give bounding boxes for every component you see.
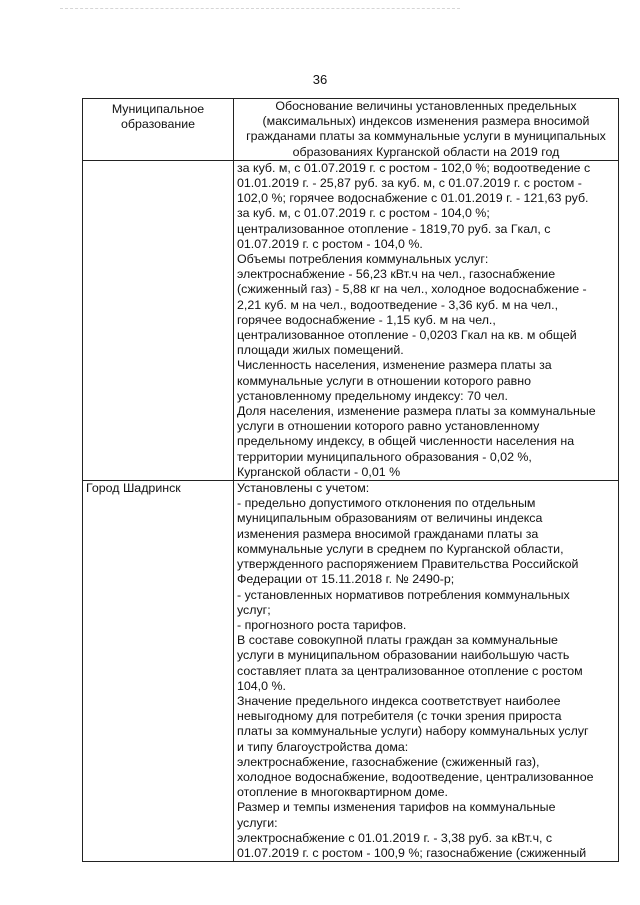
table-row (83, 160, 619, 480)
text-line: изменения размера вносимой гражданами платы за (237, 526, 539, 541)
text-line: - прогнозного роста тарифов. (237, 617, 407, 632)
text-line: электроснабжение - 56,23 кВт.ч на чел., газоснабжение (237, 267, 556, 282)
text-line: коммунальные услуги в отношении которого равно (237, 373, 531, 388)
text-line: предельному индексу, в общей численности населения на (237, 434, 575, 449)
text-line: Доля населения, изменение размера платы за коммунальные (237, 404, 596, 419)
text-line: 102,0 %; горячее водоснабжение с 01.01.2019 г. - 121,63 руб. (237, 191, 589, 206)
text-line: площади жилых помещений. (237, 343, 404, 358)
page-number: 36 (312, 72, 328, 87)
text-line: Курганской области - 0,01 % (237, 464, 401, 479)
text-line: платы за коммунальные услуги) набору коммунальных услуг (237, 724, 589, 739)
text-line: услуги: (237, 815, 278, 830)
text-line: В составе совокупной платы граждан за коммунальные (237, 633, 558, 648)
text-line: централизованное отопление - 0,0203 Гкал на кв. м общей (237, 328, 577, 343)
text-line: - предельно допустимого отклонения по отдельным (237, 496, 536, 511)
header-text-line: образование (120, 117, 196, 132)
header-text-line: образованиях Курганской области на 2019 год (292, 144, 560, 159)
text-line: услуг; (237, 602, 271, 617)
text-line: коммунальные услуги в среднем по Курганской области, (237, 541, 564, 556)
table-row (83, 481, 619, 862)
text-line: отопление в многоквартирном доме. (237, 785, 448, 800)
justification-cell (234, 160, 619, 480)
text-line: за куб. м, с 01.07.2019 г. с ростом - 104,0 %; (237, 206, 490, 221)
text-line: Значение предельного индекса соответствует наиболее (237, 693, 561, 708)
text-line: электроснабжение с 01.01.2019 г. - 3,38 руб. за кВт.ч, с (237, 830, 553, 845)
text-line: установленному предельному индексу: 70 чел. (237, 388, 508, 403)
text-line: составляет плата за централизованное отопление с ростом (237, 663, 583, 678)
justification-cell (234, 481, 619, 862)
text-line: централизованное отопление - 1819,70 руб. за Гкал, с (237, 221, 551, 236)
text-line: холодное водоснабжение, водоотведение, централизованное (237, 769, 594, 784)
text-line: 01.07.2019 г. с ростом - 104,0 %. (237, 236, 423, 251)
text-line: и типу благоустройства дома: (237, 739, 409, 754)
table-header-row (83, 99, 619, 161)
municipal-index-table (82, 98, 619, 862)
text-line: утвержденного распоряжением Правительства Российской (237, 557, 579, 572)
text-line: Объемы потребления коммунальных услуг: (237, 252, 489, 267)
text-line: 01.01.2019 г. - 25,87 руб. за куб. м, с 01.07.2019 г. с ростом - (237, 176, 582, 191)
text-line: Федерации от 15.11.2018 г. № 2490-р; (237, 572, 455, 587)
text-line: 01.07.2019 г. с ростом - 100,9 %; газоснабжение (сжиженный (237, 845, 587, 860)
text-line: за куб. м, с 01.07.2019 г. с ростом - 102,0 %; водоотведение с (237, 160, 591, 175)
text-line: невыгодному для потребителя (с точки зрения прироста (237, 709, 562, 724)
municipality-cell (83, 160, 234, 480)
text-line: Размер и темпы изменения тарифов на коммунальные (237, 800, 556, 815)
text-line: услуги в муниципальном образовании наибольшую часть (237, 648, 570, 663)
text-line: Численность населения, изменение размера платы за (237, 358, 552, 373)
text-line: услуги в отношении которого равно установленному (237, 419, 540, 434)
header-text-line: гражданами платы за коммунальные услуги в муниципальных (246, 129, 606, 144)
header-text-line: Обоснование величины установленных предельных (275, 99, 577, 113)
text-line: электроснабжение, газоснабжение (сжиженный газ), (237, 754, 540, 769)
text-line: 2,21 куб. м на чел., водоотведение - 3,36 куб. м на чел., (237, 297, 559, 312)
header-text-line: (максимальных) индексов изменения размера вносимой (262, 114, 590, 129)
scan-header-marks (60, 8, 460, 13)
text-line: (сжиженный газ) - 5,88 кг на чел., холодное водоснабжение - (237, 282, 587, 297)
header-municipality (83, 99, 234, 161)
text-line: территории муниципального образования - 0,02 %, (237, 449, 532, 464)
text-line: горячее водоснабжение - 1,15 куб. м на чел., (237, 312, 496, 327)
municipality-cell: Город Шадринск (83, 481, 234, 862)
text-line: Установлены с учетом: (237, 481, 370, 496)
text-line: - установленных нормативов потребления коммунальных (237, 587, 570, 602)
header-text-line: Муниципальное (111, 102, 205, 116)
header-justification (234, 99, 619, 161)
text-line: муниципальным образованиям от величины индекса (237, 511, 543, 526)
text-line: 104,0 %. (237, 678, 286, 693)
